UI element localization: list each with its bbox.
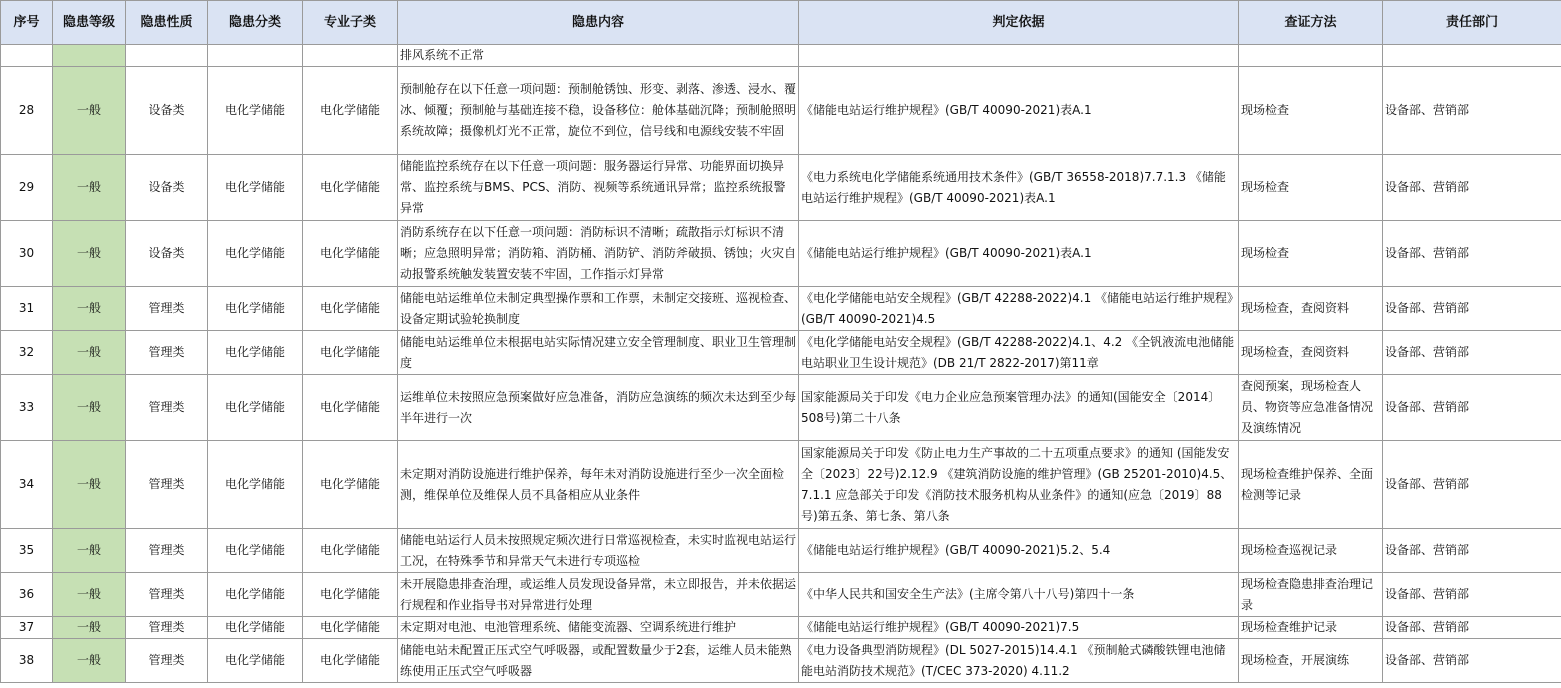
row-no-cell[interactable]: 32 <box>1 331 53 375</box>
header-department[interactable]: 责任部门 <box>1383 1 1561 45</box>
row-subcategory-cell[interactable]: 电化学储能 <box>303 287 398 331</box>
row-subcategory-cell[interactable]: 电化学储能 <box>303 221 398 287</box>
row-level-cell[interactable]: 一般 <box>53 375 126 441</box>
row-department-cell[interactable]: 设备部、营销部 <box>1383 441 1561 529</box>
row-basis-cell[interactable]: 《电力系统电化学储能系统通用技术条件》(GB/T 36558-2018)7.7.1.3 《储能电站运行维护规程》(GB/T 40090-2021)表A.1 <box>799 155 1239 221</box>
table-row <box>1 287 1561 331</box>
table-row <box>1 529 1561 573</box>
row-method-cell[interactable]: 现场检查，查阅资料 <box>1239 331 1383 375</box>
row-no-cell[interactable]: 33 <box>1 375 53 441</box>
header-content[interactable]: 隐患内容 <box>398 1 799 45</box>
row-basis-cell[interactable] <box>799 45 1239 67</box>
table-row <box>1 375 1561 441</box>
row-nature-cell[interactable]: 管理类 <box>126 375 208 441</box>
row-nature-cell[interactable] <box>126 45 208 67</box>
table-row <box>1 573 1561 617</box>
row-content-cell[interactable]: 储能电站运维单位未根据电站实际情况建立安全管理制度、职业卫生管理制度 <box>398 331 799 375</box>
row-method-cell[interactable]: 现场检查隐患排查治理记录 <box>1239 573 1383 617</box>
row-method-cell[interactable]: 现场检查，查阅资料 <box>1239 287 1383 331</box>
row-nature-cell[interactable]: 管理类 <box>126 331 208 375</box>
row-category-cell[interactable]: 电化学储能 <box>208 287 303 331</box>
row-department-cell[interactable]: 设备部、营销部 <box>1383 155 1561 221</box>
row-content-cell[interactable]: 未开展隐患排查治理，或运维人员发现设备异常，未立即报告，并未依据运行规程和作业指导书对异常进行处理 <box>398 573 799 617</box>
row-method-cell[interactable]: 现场检查，开展演练 <box>1239 639 1383 683</box>
row-nature-cell[interactable]: 管理类 <box>126 639 208 683</box>
row-basis-cell[interactable]: 《电化学储能电站安全规程》(GB/T 42288-2022)4.1 《储能电站运行维护规程》(GB/T 40090-2021)4.5 <box>799 287 1239 331</box>
row-content-cell[interactable]: 储能电站运行人员未按照规定频次进行日常巡视检查，未实时监视电站运行工况，在特殊季节和异常天气未进行专项巡检 <box>398 529 799 573</box>
row-category-cell[interactable] <box>208 45 303 67</box>
row-subcategory-cell[interactable]: 电化学储能 <box>303 155 398 221</box>
row-method-cell[interactable]: 现场检查 <box>1239 221 1383 287</box>
row-subcategory-cell[interactable]: 电化学储能 <box>303 529 398 573</box>
row-content-cell[interactable]: 排风系统不正常 <box>398 45 799 67</box>
row-no-cell[interactable]: 34 <box>1 441 53 529</box>
row-method-cell[interactable]: 现场检查维护记录 <box>1239 617 1383 639</box>
table-row <box>1 67 1561 155</box>
row-content-cell[interactable]: 储能电站运维单位未制定典型操作票和工作票，未制定交接班、巡视检查、设备定期试验轮换制度 <box>398 287 799 331</box>
row-method-cell[interactable]: 现场检查 <box>1239 155 1383 221</box>
row-no-cell[interactable]: 28 <box>1 67 53 155</box>
row-level-cell[interactable] <box>53 45 126 67</box>
row-subcategory-cell[interactable]: 电化学储能 <box>303 375 398 441</box>
row-method-cell[interactable]: 现场检查 <box>1239 67 1383 155</box>
row-level-cell[interactable]: 一般 <box>53 155 126 221</box>
header-basis[interactable]: 判定依据 <box>799 1 1239 45</box>
row-no-cell[interactable]: 29 <box>1 155 53 221</box>
row-basis-cell[interactable]: 《储能电站运行维护规程》(GB/T 40090-2021)7.5 <box>799 617 1239 639</box>
row-subcategory-cell[interactable]: 电化学储能 <box>303 441 398 529</box>
row-subcategory-cell[interactable]: 电化学储能 <box>303 639 398 683</box>
row-nature-cell[interactable]: 管理类 <box>126 287 208 331</box>
row-basis-cell[interactable]: 《储能电站运行维护规程》(GB/T 40090-2021)表A.1 <box>799 221 1239 287</box>
row-content-cell[interactable]: 储能监控系统存在以下任意一项问题：服务器运行异常、功能界面切换异常、监控系统与BMS、PCS、消防、视频等系统通讯异常；监控系统报警异常 <box>398 155 799 221</box>
row-level-cell[interactable]: 一般 <box>53 287 126 331</box>
table-row <box>1 617 1561 639</box>
row-no-cell[interactable]: 37 <box>1 617 53 639</box>
row-level-cell[interactable]: 一般 <box>53 617 126 639</box>
row-no-cell[interactable]: 36 <box>1 573 53 617</box>
header-method[interactable]: 查证方法 <box>1239 1 1383 45</box>
row-no-cell[interactable]: 38 <box>1 639 53 683</box>
row-department-cell[interactable]: 设备部、营销部 <box>1383 287 1561 331</box>
row-level-cell[interactable]: 一般 <box>53 639 126 683</box>
row-category-cell[interactable]: 电化学储能 <box>208 617 303 639</box>
row-level-cell[interactable]: 一般 <box>53 441 126 529</box>
row-method-cell[interactable] <box>1239 45 1383 67</box>
row-department-cell[interactable]: 设备部、营销部 <box>1383 529 1561 573</box>
row-basis-cell[interactable]: 《电化学储能电站安全规程》(GB/T 42288-2022)4.1、4.2 《全钒液流电池储能电站职业卫生设计规范》(DB 21/T 2822-2017)第11章 <box>799 331 1239 375</box>
table-row <box>1 45 1561 67</box>
row-nature-cell[interactable]: 设备类 <box>126 155 208 221</box>
row-content-cell[interactable]: 运维单位未按照应急预案做好应急准备，消防应急演练的频次未达到至少每半年进行一次 <box>398 375 799 441</box>
row-category-cell[interactable]: 电化学储能 <box>208 67 303 155</box>
row-category-cell[interactable]: 电化学储能 <box>208 375 303 441</box>
row-content-cell[interactable]: 未定期对电池、电池管理系统、储能变流器、空调系统进行维护 <box>398 617 799 639</box>
row-department-cell[interactable]: 设备部、营销部 <box>1383 221 1561 287</box>
row-basis-cell[interactable]: 《中华人民共和国安全生产法》(主席令第八十八号)第四十一条 <box>799 573 1239 617</box>
header-nature[interactable]: 隐患性质 <box>126 1 208 45</box>
table-row <box>1 331 1561 375</box>
header-subcategory[interactable]: 专业子类 <box>303 1 398 45</box>
row-subcategory-cell[interactable]: 电化学储能 <box>303 573 398 617</box>
row-nature-cell[interactable]: 管理类 <box>126 529 208 573</box>
row-no-cell[interactable]: 30 <box>1 221 53 287</box>
row-subcategory-cell[interactable] <box>303 45 398 67</box>
row-category-cell[interactable]: 电化学储能 <box>208 221 303 287</box>
row-department-cell[interactable]: 设备部、营销部 <box>1383 617 1561 639</box>
table-row <box>1 221 1561 287</box>
row-level-cell[interactable]: 一般 <box>53 529 126 573</box>
row-subcategory-cell[interactable]: 电化学储能 <box>303 331 398 375</box>
row-no-cell[interactable]: 35 <box>1 529 53 573</box>
row-nature-cell[interactable]: 管理类 <box>126 441 208 529</box>
row-department-cell[interactable] <box>1383 45 1561 67</box>
row-basis-cell[interactable]: 《储能电站运行维护规程》(GB/T 40090-2021)表A.1 <box>799 67 1239 155</box>
row-nature-cell[interactable]: 管理类 <box>126 617 208 639</box>
row-nature-cell[interactable]: 设备类 <box>126 221 208 287</box>
table-row <box>1 441 1561 529</box>
row-content-cell[interactable]: 消防系统存在以下任意一项问题：消防标识不清晰；疏散指示灯标识不清晰；应急照明异常；消防箱、消防桶、消防铲、消防斧破损、锈蚀；火灾自动报警系统触发装置安装不牢固，工作指示灯异常 <box>398 221 799 287</box>
row-category-cell[interactable]: 电化学储能 <box>208 331 303 375</box>
header-category[interactable]: 隐患分类 <box>208 1 303 45</box>
table-row <box>1 639 1561 683</box>
row-category-cell[interactable]: 电化学储能 <box>208 441 303 529</box>
header-no[interactable]: 序号 <box>1 1 53 45</box>
row-department-cell[interactable]: 设备部、营销部 <box>1383 331 1561 375</box>
row-content-cell[interactable]: 预制舱存在以下任意一项问题：预制舱锈蚀、形变、剥落、渗透、浸水、覆冰、倾覆；预制舱与基础连接不稳，设备移位：舱体基础沉降；预制舱照明系统故障；摄像机灯光不正常，旋位不到位，信号线和电源线安装不牢固 <box>398 67 799 155</box>
row-subcategory-cell[interactable]: 电化学储能 <box>303 617 398 639</box>
row-no-cell[interactable] <box>1 45 53 67</box>
row-basis-cell[interactable]: 《电力设备典型消防规程》(DL 5027-2015)14.4.1 《预制舱式磷酸铁锂电池储能电站消防技术规范》(T/CEC 373-2020) 4.11.2 <box>799 639 1239 683</box>
row-level-cell[interactable]: 一般 <box>53 331 126 375</box>
row-basis-cell[interactable]: 《储能电站运行维护规程》(GB/T 40090-2021)5.2、5.4 <box>799 529 1239 573</box>
row-category-cell[interactable]: 电化学储能 <box>208 573 303 617</box>
row-category-cell[interactable]: 电化学储能 <box>208 639 303 683</box>
row-department-cell[interactable]: 设备部、营销部 <box>1383 67 1561 155</box>
row-subcategory-cell[interactable]: 电化学储能 <box>303 67 398 155</box>
header-row <box>1 1 1561 45</box>
row-content-cell[interactable]: 未定期对消防设施进行维护保养，每年未对消防设施进行至少一次全面检测，维保单位及维保人员不具备相应从业条件 <box>398 441 799 529</box>
row-nature-cell[interactable]: 管理类 <box>126 573 208 617</box>
row-nature-cell[interactable]: 设备类 <box>126 67 208 155</box>
row-category-cell[interactable]: 电化学储能 <box>208 155 303 221</box>
row-basis-cell[interactable]: 国家能源局关于印发《电力企业应急预案管理办法》的通知(国能安全〔2014〕508号)第二十八条 <box>799 375 1239 441</box>
row-method-cell[interactable]: 现场检查维护保养、全面检测等记录 <box>1239 441 1383 529</box>
row-department-cell[interactable]: 设备部、营销部 <box>1383 573 1561 617</box>
row-method-cell[interactable]: 查阅预案，现场检查人员、物资等应急准备情况及演练情况 <box>1239 375 1383 441</box>
row-category-cell[interactable]: 电化学储能 <box>208 529 303 573</box>
row-department-cell[interactable]: 设备部、营销部 <box>1383 375 1561 441</box>
row-department-cell[interactable]: 设备部、营销部 <box>1383 639 1561 683</box>
row-level-cell[interactable]: 一般 <box>53 573 126 617</box>
row-no-cell[interactable]: 31 <box>1 287 53 331</box>
row-level-cell[interactable]: 一般 <box>53 221 126 287</box>
row-method-cell[interactable]: 现场检查巡视记录 <box>1239 529 1383 573</box>
header-level[interactable]: 隐患等级 <box>53 1 126 45</box>
table-row <box>1 155 1561 221</box>
row-content-cell[interactable]: 储能电站未配置正压式空气呼吸器，或配置数量少于2套，运维人员未能熟练使用正压式空气呼吸器 <box>398 639 799 683</box>
row-level-cell[interactable]: 一般 <box>53 67 126 155</box>
row-basis-cell[interactable]: 国家能源局关于印发《防止电力生产事故的二十五项重点要求》的通知 (国能发安全〔2023〕22号)2.12.9 《建筑消防设施的维护管理》(GB 25201-2010)4.5、7.1.1 应急部关于印发《消防技术服务机构从业条件》的通知(应急〔2019〕88 号)第五条、第七条、第八条 <box>799 441 1239 529</box>
